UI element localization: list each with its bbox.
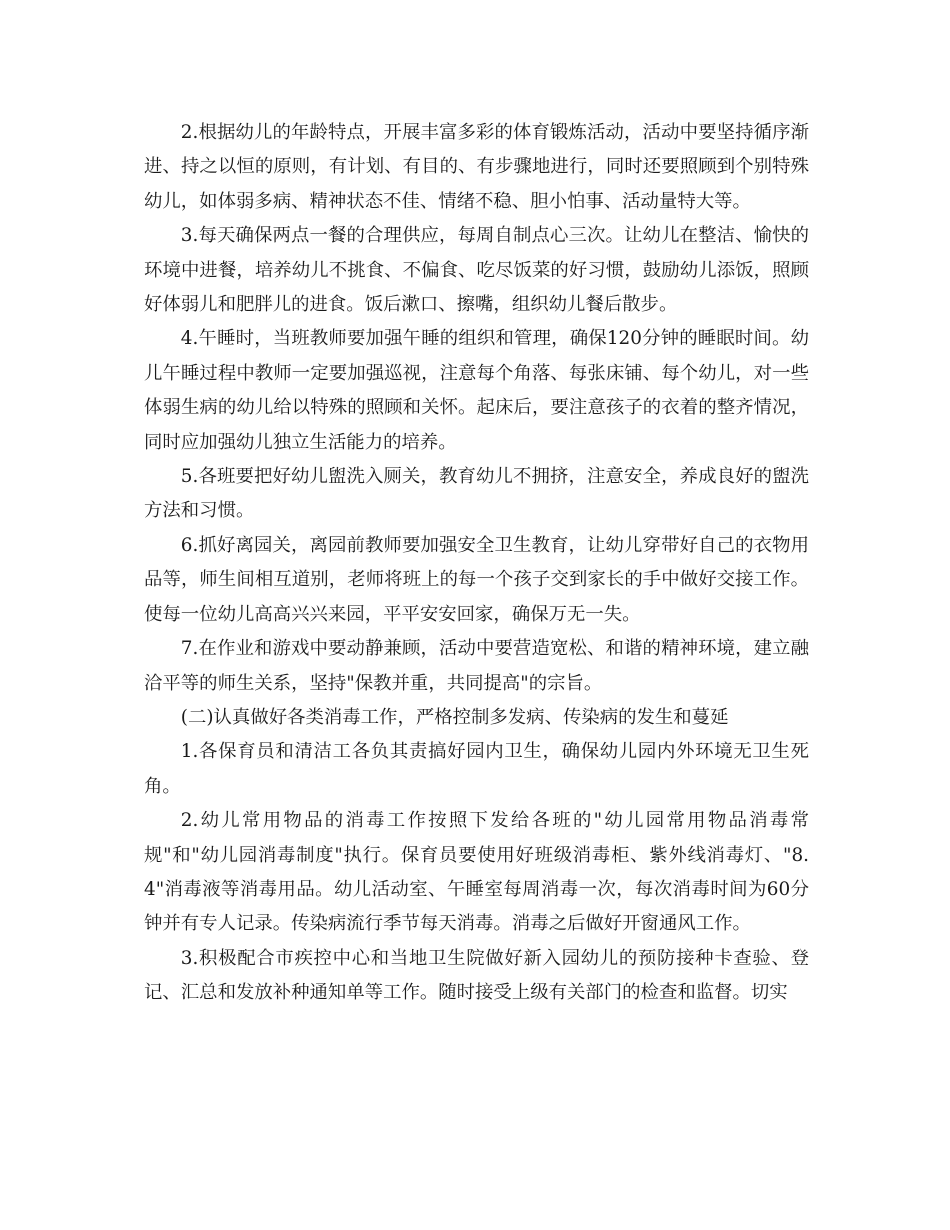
paragraph-item-7-activities: 7.在作业和游戏中要动静兼顾，活动中要营造宽松、和谐的精神环境，建立融洽平等的师生关系，坚持"保教并重，共同提高"的宗旨。 <box>144 638 809 694</box>
paragraph-item-2-sports: 2.根据幼儿的年龄特点，开展丰富多彩的体育锻炼活动，活动中要坚持循序渐进、持之以恒的原则，有计划、有目的、有步骤地进行，同时还要照顾到个别特殊幼儿，如体弱多病、精神状态不佳、情绪不稳、胆小怕事、活动量特大等。 <box>144 122 809 212</box>
paragraph-item-2-disinfection: 2.幼儿常用物品的消毒工作按照下发给各班的"幼儿园常用物品消毒常规"和"幼儿园消毒制度"执行。保育员要使用好班级消毒柜、紫外线消毒灯、"8.4"消毒液等消毒用品。幼儿活动室、午睡室每周消毒一次，每次消毒时间为60分钟并有专人记录。传染病流行季节每天消毒。消毒之后做好开窗通风工作。 <box>144 810 809 935</box>
section-heading-disinfection: (二)认真做好各类消毒工作，严格控制多发病、传染病的发生和蔓延 <box>180 706 729 728</box>
paragraph-item-1-hygiene: 1.各保育员和清洁工各负其责搞好园内卫生，确保幼儿园内外环境无卫生死角。 <box>144 741 809 797</box>
paragraph-item-5-washing: 5.各班要把好幼儿盥洗入厕关，教育幼儿不拥挤，注意安全，养成良好的盥洗方法和习惯。 <box>144 466 809 522</box>
paragraph-item-3-meals: 3.每天确保两点一餐的合理供应，每周自制点心三次。让幼儿在整洁、愉快的环境中进餐，培养幼儿不挑食、不偏食、吃尽饭菜的好习惯，鼓励幼儿添饭，照顾好体弱儿和肥胖儿的进食。饭后漱口、擦嘴，组织幼儿餐后散步。 <box>144 225 809 316</box>
paragraph-item-4-nap: 4.午睡时，当班教师要加强午睡的组织和管理，确保120分钟的睡眠时间。幼儿午睡过程中教师一定要加强巡视，注意每个角落、每张床铺、每个幼儿，对一些体弱生病的幼儿给以特殊的照顾和关怀。起床后，要注意孩子的衣着的整齐情况，同时应加强幼儿独立生活能力的培养。 <box>144 328 809 453</box>
document-body <box>144 116 809 1011</box>
paragraph-item-3-vaccination: 3.积极配合市疾控中心和当地卫生院做好新入园幼儿的预防接种卡查验、登记、汇总和发放补种通知单等工作。随时接受上级有关部门的检查和监督。切实 <box>144 947 809 1004</box>
paragraph-item-6-departure: 6.抓好离园关，离园前教师要加强安全卫生教育，让幼儿穿带好自己的衣物用品等，师生间相互道别，老师将班上的每一个孩子交到家长的手中做好交接工作。使每一位幼儿高高兴兴来园，平平安安回家，确保万无一失。 <box>144 534 809 625</box>
